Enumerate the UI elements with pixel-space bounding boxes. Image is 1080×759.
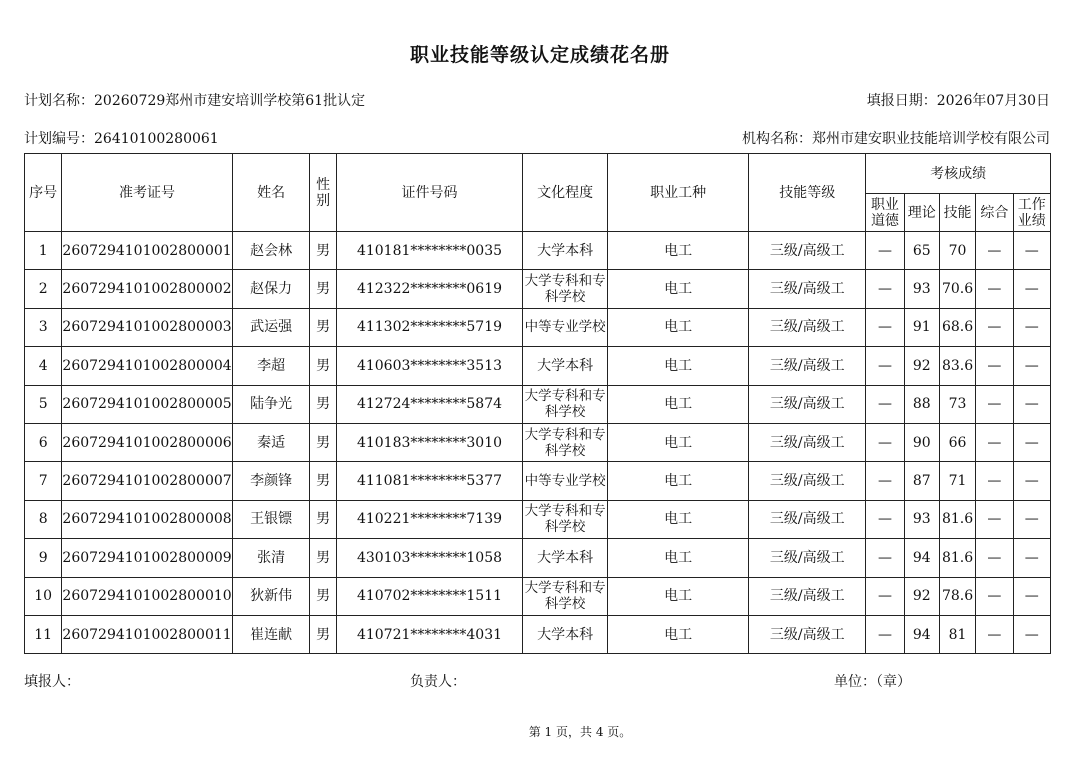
cell-gender: 男 (310, 462, 336, 500)
responsible-label: 负责人： (410, 674, 466, 690)
header-overall: 综合 (976, 194, 1013, 232)
cell-ticket-number: 2607294101002800002 (62, 270, 232, 308)
cell-skill-level: 三级/高级工 (749, 577, 866, 615)
cell-overall: — (976, 385, 1013, 423)
unit-seal-label: 单位：（章） (834, 674, 911, 690)
cell-seq: 10 (25, 577, 62, 615)
cell-name: 陆争光 (232, 385, 310, 423)
cell-overall: — (976, 232, 1013, 270)
org-name-label: 机构名称： (742, 131, 812, 147)
cell-overall: — (976, 270, 1013, 308)
cell-ticket-number: 2607294101002800003 (62, 308, 232, 346)
cell-ethics: — (866, 423, 904, 461)
cell-skill-level: 三级/高级工 (749, 615, 866, 653)
org-name-value: 郑州市建安职业技能培训学校有限公司 (812, 131, 1050, 147)
table-row (25, 347, 1051, 385)
plan-number (24, 128, 219, 148)
header-skill-level: 技能等级 (749, 154, 866, 232)
cell-skill: 71 (939, 462, 975, 500)
cell-work-performance: — (1013, 539, 1050, 577)
cell-skill-level: 三级/高级工 (749, 462, 866, 500)
cell-theory: 93 (904, 270, 939, 308)
cell-education: 大学本科 (523, 615, 608, 653)
cell-work-performance: — (1013, 232, 1050, 270)
cell-overall: — (976, 462, 1013, 500)
org-name (742, 128, 1050, 148)
cell-gender: 男 (310, 270, 336, 308)
cell-id-number: 412724********5874 (336, 385, 523, 423)
cell-seq: 2 (25, 270, 62, 308)
cell-work-performance: — (1013, 500, 1050, 538)
cell-education: 大学本科 (523, 232, 608, 270)
report-date (867, 90, 1050, 110)
cell-id-number: 410702********1511 (336, 577, 523, 615)
cell-name: 李超 (232, 347, 310, 385)
cell-id-number: 410603********3513 (336, 347, 523, 385)
table-row (25, 270, 1051, 308)
plan-name-value: 20260729郑州市建安培训学校第61批认定 (94, 93, 366, 109)
cell-ticket-number: 2607294101002800010 (62, 577, 232, 615)
cell-education: 大学专科和专科学校 (523, 577, 608, 615)
cell-theory: 91 (904, 308, 939, 346)
cell-id-number: 410183********3010 (336, 423, 523, 461)
cell-education: 大学专科和专科学校 (523, 270, 608, 308)
cell-ethics: — (866, 232, 904, 270)
table-row (25, 500, 1051, 538)
table-row (25, 539, 1051, 577)
cell-skill-level: 三级/高级工 (749, 385, 866, 423)
cell-skill-level: 三级/高级工 (749, 500, 866, 538)
header-education: 文化程度 (523, 154, 608, 232)
cell-id-number: 411081********5377 (336, 462, 523, 500)
plan-name-label: 计划名称： (24, 93, 94, 109)
cell-id-number: 411302********5719 (336, 308, 523, 346)
cell-occupation: 电工 (608, 270, 749, 308)
cell-gender: 男 (310, 500, 336, 538)
cell-theory: 93 (904, 500, 939, 538)
header-name: 姓名 (232, 154, 310, 232)
cell-name: 赵会林 (232, 232, 310, 270)
cell-ticket-number: 2607294101002800004 (62, 347, 232, 385)
cell-skill-level: 三级/高级工 (749, 347, 866, 385)
cell-gender: 男 (310, 539, 336, 577)
report-date-label: 填报日期： (866, 93, 937, 109)
cell-work-performance: — (1013, 615, 1050, 653)
cell-skill: 70.6 (939, 270, 975, 308)
cell-seq: 5 (25, 385, 62, 423)
cell-theory: 92 (904, 577, 939, 615)
cell-overall: — (976, 615, 1013, 653)
cell-theory: 92 (904, 347, 939, 385)
cell-overall: — (976, 539, 1013, 577)
cell-work-performance: — (1013, 462, 1050, 500)
cell-occupation: 电工 (608, 385, 749, 423)
table-row (25, 462, 1051, 500)
cell-seq: 4 (25, 347, 62, 385)
cell-skill: 66 (939, 423, 975, 461)
cell-ethics: — (866, 347, 904, 385)
plan-number-value: 26410100280061 (94, 131, 219, 147)
cell-occupation: 电工 (608, 539, 749, 577)
cell-ethics: — (866, 539, 904, 577)
cell-work-performance: — (1013, 308, 1050, 346)
cell-id-number: 410181********0035 (336, 232, 523, 270)
cell-gender: 男 (310, 232, 336, 270)
plan-number-label: 计划编号： (24, 131, 94, 147)
cell-work-performance: — (1013, 270, 1050, 308)
cell-gender: 男 (310, 308, 336, 346)
cell-name: 狄新伟 (232, 577, 310, 615)
cell-skill-level: 三级/高级工 (749, 539, 866, 577)
cell-name: 李颜锋 (232, 462, 310, 500)
cell-seq: 11 (25, 615, 62, 653)
cell-education: 大学本科 (523, 539, 608, 577)
cell-skill-level: 三级/高级工 (749, 270, 866, 308)
cell-overall: — (976, 500, 1013, 538)
cell-skill: 68.6 (939, 308, 975, 346)
cell-ticket-number: 2607294101002800008 (62, 500, 232, 538)
cell-theory: 94 (904, 615, 939, 653)
cell-ticket-number: 2607294101002800007 (62, 462, 232, 500)
cell-ethics: — (866, 577, 904, 615)
cell-theory: 90 (904, 423, 939, 461)
score-roster-table (24, 153, 1051, 654)
cell-education: 大学专科和专科学校 (523, 500, 608, 538)
reporter-label: 填报人： (24, 674, 80, 690)
cell-overall: — (976, 577, 1013, 615)
cell-education: 中等专业学校 (523, 462, 608, 500)
document-title: 职业技能等级认定成绩花名册 (409, 44, 670, 66)
header-gender: 性别 (310, 154, 336, 232)
header-ticket-number: 准考证号 (62, 154, 232, 232)
cell-overall: — (976, 308, 1013, 346)
cell-theory: 65 (904, 232, 939, 270)
header-scores-group: 考核成绩 (866, 154, 1051, 194)
cell-theory: 94 (904, 539, 939, 577)
cell-ethics: — (866, 270, 904, 308)
cell-education: 中等专业学校 (523, 308, 608, 346)
cell-work-performance: — (1013, 577, 1050, 615)
cell-skill: 73 (939, 385, 975, 423)
cell-work-performance: — (1013, 347, 1050, 385)
cell-occupation: 电工 (608, 577, 749, 615)
cell-skill-level: 三级/高级工 (749, 232, 866, 270)
header-seq: 序号 (25, 154, 62, 232)
cell-theory: 87 (904, 462, 939, 500)
table-row (25, 385, 1051, 423)
cell-id-number: 412322********0619 (336, 270, 523, 308)
cell-work-performance: — (1013, 423, 1050, 461)
cell-skill-level: 三级/高级工 (749, 423, 866, 461)
cell-seq: 8 (25, 500, 62, 538)
cell-name: 秦适 (232, 423, 310, 461)
cell-ticket-number: 2607294101002800001 (62, 232, 232, 270)
cell-skill: 81 (939, 615, 975, 653)
header-id-number: 证件号码 (336, 154, 523, 232)
cell-seq: 3 (25, 308, 62, 346)
cell-skill: 70 (939, 232, 975, 270)
cell-skill: 83.6 (939, 347, 975, 385)
cell-theory: 88 (904, 385, 939, 423)
cell-skill: 81.6 (939, 539, 975, 577)
cell-name: 崔连献 (232, 615, 310, 653)
plan-name (24, 90, 365, 110)
cell-ethics: — (866, 462, 904, 500)
cell-ticket-number: 2607294101002800009 (62, 539, 232, 577)
report-date-value: 2026年07月30日 (936, 93, 1050, 109)
cell-ticket-number: 2607294101002800006 (62, 423, 232, 461)
cell-seq: 9 (25, 539, 62, 577)
cell-education: 大学本科 (523, 347, 608, 385)
cell-name: 王银镖 (232, 500, 310, 538)
cell-gender: 男 (310, 385, 336, 423)
table-row (25, 232, 1051, 270)
header-skill: 技能 (939, 194, 975, 232)
cell-id-number: 410721********4031 (336, 615, 523, 653)
table-row (25, 577, 1051, 615)
cell-occupation: 电工 (608, 423, 749, 461)
cell-ethics: — (866, 385, 904, 423)
cell-id-number: 410221********7139 (336, 500, 523, 538)
cell-occupation: 电工 (608, 462, 749, 500)
header-work-performance: 工作业绩 (1013, 194, 1050, 232)
cell-id-number: 430103********1058 (336, 539, 523, 577)
table-row (25, 615, 1051, 653)
cell-ethics: — (866, 615, 904, 653)
cell-occupation: 电工 (608, 500, 749, 538)
cell-seq: 6 (25, 423, 62, 461)
cell-skill-level: 三级/高级工 (749, 308, 866, 346)
header-theory: 理论 (904, 194, 939, 232)
cell-skill: 78.6 (939, 577, 975, 615)
header-occupation: 职业工种 (608, 154, 749, 232)
cell-overall: — (976, 347, 1013, 385)
cell-ticket-number: 2607294101002800005 (62, 385, 232, 423)
cell-work-performance: — (1013, 385, 1050, 423)
cell-education: 大学专科和专科学校 (523, 385, 608, 423)
pagination: 第 1 页，共 4 页。 (528, 725, 632, 739)
cell-occupation: 电工 (608, 308, 749, 346)
cell-ethics: — (866, 500, 904, 538)
cell-education: 大学专科和专科学校 (523, 423, 608, 461)
cell-seq: 1 (25, 232, 62, 270)
cell-ticket-number: 2607294101002800011 (62, 615, 232, 653)
header-ethics: 职业道德 (866, 194, 904, 232)
cell-name: 赵保力 (232, 270, 310, 308)
cell-overall: — (976, 423, 1013, 461)
cell-gender: 男 (310, 347, 336, 385)
cell-ethics: — (866, 308, 904, 346)
cell-occupation: 电工 (608, 615, 749, 653)
cell-skill: 81.6 (939, 500, 975, 538)
cell-gender: 男 (310, 423, 336, 461)
cell-seq: 7 (25, 462, 62, 500)
cell-name: 武运强 (232, 308, 310, 346)
cell-name: 张清 (232, 539, 310, 577)
cell-gender: 男 (310, 577, 336, 615)
cell-occupation: 电工 (608, 347, 749, 385)
table-row (25, 308, 1051, 346)
cell-gender: 男 (310, 615, 336, 653)
cell-occupation: 电工 (608, 232, 749, 270)
table-row (25, 423, 1051, 461)
